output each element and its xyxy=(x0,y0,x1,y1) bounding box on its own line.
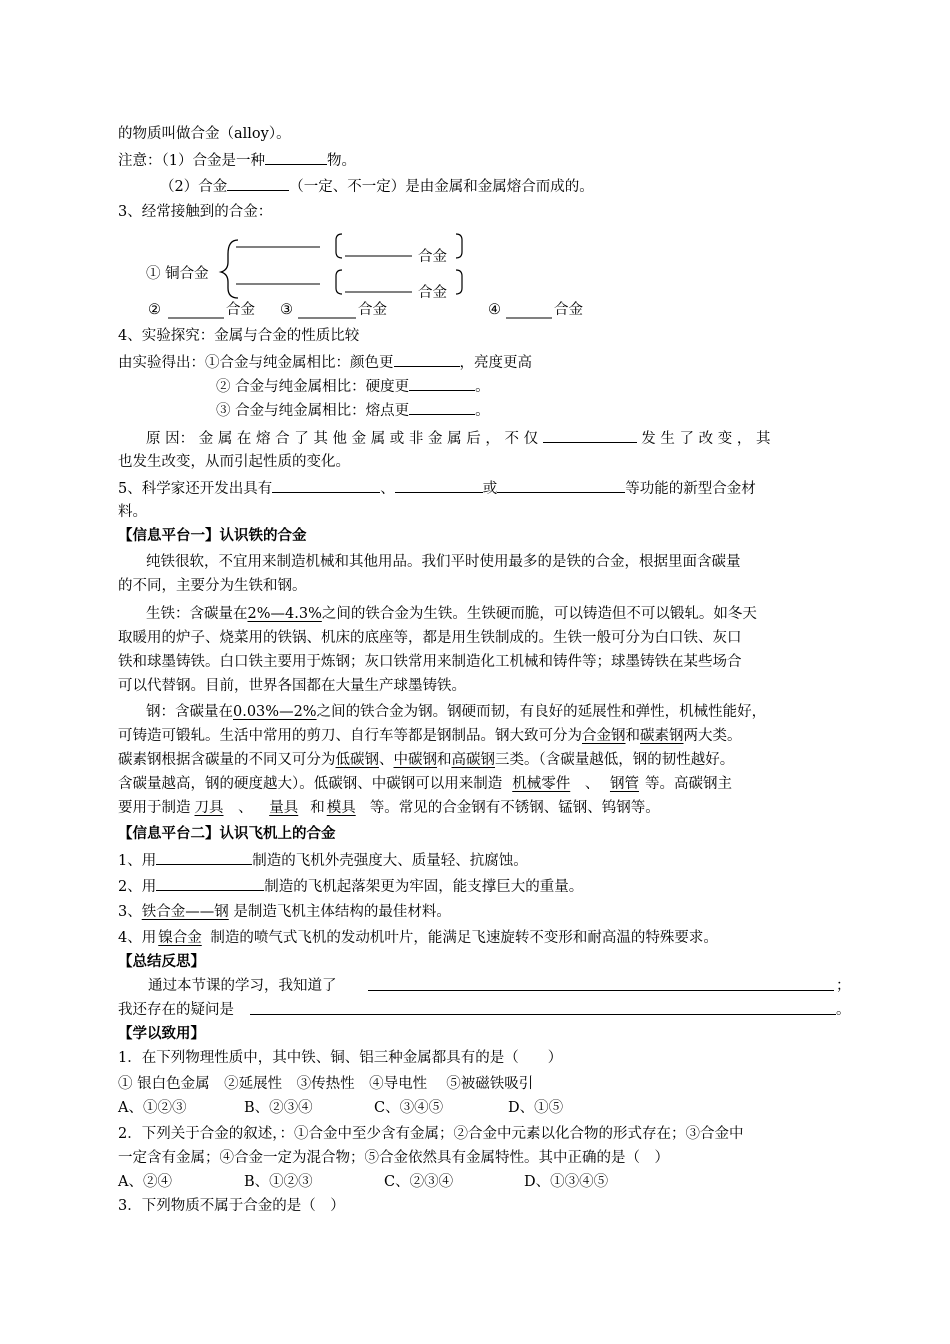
doubts-line-end: 。 xyxy=(836,1002,851,1018)
practice-heading: 【学以致用】 xyxy=(118,1025,205,1042)
alloy-label: 合金 xyxy=(418,249,447,265)
steel-line-4: 含碳量越高，钢的硬度越大）。低碳钢、中碳钢可以用来制造 机械零件 、 钢管 等。高碳钢主 xyxy=(118,776,732,792)
copper-alloy-label: ① 铜合金 xyxy=(146,266,209,282)
blank xyxy=(497,478,625,493)
common-alloys-heading: 3、经常接触到的合金： xyxy=(118,204,273,220)
right-bracket xyxy=(456,270,462,294)
q2-option-c: C、②③④ xyxy=(384,1174,454,1190)
new-materials-line: 5、科学家还开发出具有 、 或 等功能的新型合金材 xyxy=(118,478,756,499)
q1-option-d: D、①⑤ xyxy=(508,1100,564,1116)
summary-heading: 【总结反思】 xyxy=(118,953,205,970)
doubts-line-label: 我还存在的疑问是 xyxy=(118,1002,234,1018)
blank xyxy=(272,478,380,493)
question-2-line-1: 2．下列关于合金的叙述，：①合金中至少含有金属；②合金中元素以化合物的形式存在；③合金中 xyxy=(118,1126,744,1142)
blank xyxy=(395,478,483,493)
q2-option-d: D、①③④⑤ xyxy=(524,1174,609,1190)
question-2-line-2: 一定含有金属；④合金一定为混合物；⑤合金依然具有金属特性。其中正确的是（ ） xyxy=(118,1150,669,1166)
steel-line-1: 钢：含碳量在0.03%—2%之间的铁合金为钢。钢硬而韧，有良好的延展性和弹性，机械性能好， xyxy=(146,704,767,720)
info1-heading: 【信息平台一】认识铁的合金 xyxy=(118,527,307,544)
question-1-properties: ① 银白色金属 ②延展性 ③传热性 ④导电性 ⑤被磁铁吸引 xyxy=(118,1076,534,1092)
conclusion-line-1: 由实验得出：①合金与纯金属相比：颜色更 ，亮度更高 xyxy=(118,352,532,373)
pig-iron-line-2: 取暖用的炉子、烧菜用的铁锅、机床的底座等，都是用生铁制成的。生铁一般可分为白口铁、灰口 xyxy=(118,630,742,646)
reason-line: 原 因： 金 属 在 熔 合 了 其 他 金 属 或 非 金 属 后 ， 不 仅 发 生 了 改 变 ， 其 xyxy=(146,428,770,449)
item2-suffix: 合金 xyxy=(226,302,255,318)
blank xyxy=(409,376,475,391)
note2-line: （2）合金 （一定、不一定）是由金属和金属熔合而成的。 xyxy=(160,176,594,197)
steel-line-2: 可铸造可锻轧。生活中常用的剪刀、自行车等都是钢制品。钢大致可分为合金钢和碳素钢两大类。 xyxy=(118,728,742,744)
experiment-heading: 4、实验探究：金属与合金的性质比较 xyxy=(118,328,360,344)
conclusion-line-3: ③ 合金与纯金属相比：熔点更 。 xyxy=(216,400,490,421)
q1-option-c: C、③④⑤ xyxy=(374,1100,444,1116)
steel-line-3: 碳素钢根据含碳量的不同又可分为低碳钢、中碳钢和高碳钢三类。（含碳量越低，钢的韧性越好。 xyxy=(118,752,735,768)
item4-prefix: ④ xyxy=(488,302,501,318)
aircraft-item-2: 2、用 制造的飞机起落架更为牢固，能支撑巨大的重量。 xyxy=(118,876,583,897)
conclusion-line-2: ② 合金与纯金属相比：硬度更 。 xyxy=(216,376,490,397)
learned-line-end: ； xyxy=(836,978,851,994)
right-bracket xyxy=(456,234,462,258)
alloy-label: 合金 xyxy=(418,285,447,301)
aircraft-item-4: 4、用 镍合金 制造的喷气式飞机的发动机叶片，能满足飞速旋转不变形和耐高温的特殊要求。 xyxy=(118,930,718,946)
aircraft-item-3: 3、铁合金——钢 是制造飞机主体结构的最佳材料。 xyxy=(118,904,451,920)
learned-line-label: 通过本节课的学习，我知道了 xyxy=(148,978,337,994)
pig-iron-line-3: 铁和球墨铸铁。白口铁主要用于炼钢；灰口铁常用来制造化工机械和铸件等；球墨铸铁在某些场合 xyxy=(118,654,742,670)
q2-option-b: B、①②③ xyxy=(244,1174,313,1190)
left-bracket xyxy=(336,234,342,258)
new-materials-line-2: 料。 xyxy=(118,504,147,520)
info2-heading: 【信息平台二】认识飞机上的合金 xyxy=(118,825,336,842)
steel-line-5: 要用于制造 刀具 、 量具 和 模具 等。常见的合金钢有不锈钢、锰钢、钨钢等。 xyxy=(118,800,660,816)
note1-line: 注意：（1）合金是一种 物。 xyxy=(118,150,356,171)
item3-suffix: 合金 xyxy=(358,302,387,318)
answer-line xyxy=(368,990,834,991)
q2-option-a: A、②④ xyxy=(118,1174,172,1190)
q1-option-a: A、①②③ xyxy=(118,1100,187,1116)
blank xyxy=(156,850,252,865)
answer-line xyxy=(250,1014,836,1015)
question-1: 1．在下列物理性质中，其中铁、铜、铝三种金属都具有的是（ ） xyxy=(118,1050,563,1066)
pig-iron-line-4: 可以代替钢。目前，世界各国都在大量生产球墨铸铁。 xyxy=(118,678,466,694)
aircraft-item-1: 1、用 制造的飞机外壳强度大、质量轻、抗腐蚀。 xyxy=(118,850,528,871)
question-3: 3．下列物质不属于合金的是（ ） xyxy=(118,1198,345,1214)
info1-paragraph: 纯铁很软，不宜用来制造机械和其他用品。我们平时使用最多的是铁的合金，根据里面含碳量 xyxy=(146,554,741,570)
left-bracket xyxy=(336,270,342,294)
copper-alloy-bracket-diagram xyxy=(0,0,950,330)
blank xyxy=(409,400,475,415)
pig-iron-line-1: 生铁：含碳量在2%—4.3%之间的铁合金为生铁。生铁硬而脆，可以铸造但不可以锻轧。如冬天 xyxy=(146,606,757,622)
item3-prefix: ③ xyxy=(280,302,293,318)
item2-prefix: ② xyxy=(148,302,161,318)
reason-line-2: 也发生改变，从而引起性质的变化。 xyxy=(118,454,350,470)
alloy-definition-line: 的物质叫做合金（alloy）。 xyxy=(118,126,291,142)
item4-suffix: 合金 xyxy=(554,302,583,318)
blank xyxy=(156,876,264,891)
blank xyxy=(394,352,460,367)
info1-paragraph: 的不同，主要分为生铁和钢。 xyxy=(118,578,307,594)
left-brace xyxy=(221,240,238,298)
q1-option-b: B、②③④ xyxy=(244,1100,313,1116)
blank xyxy=(543,428,637,443)
